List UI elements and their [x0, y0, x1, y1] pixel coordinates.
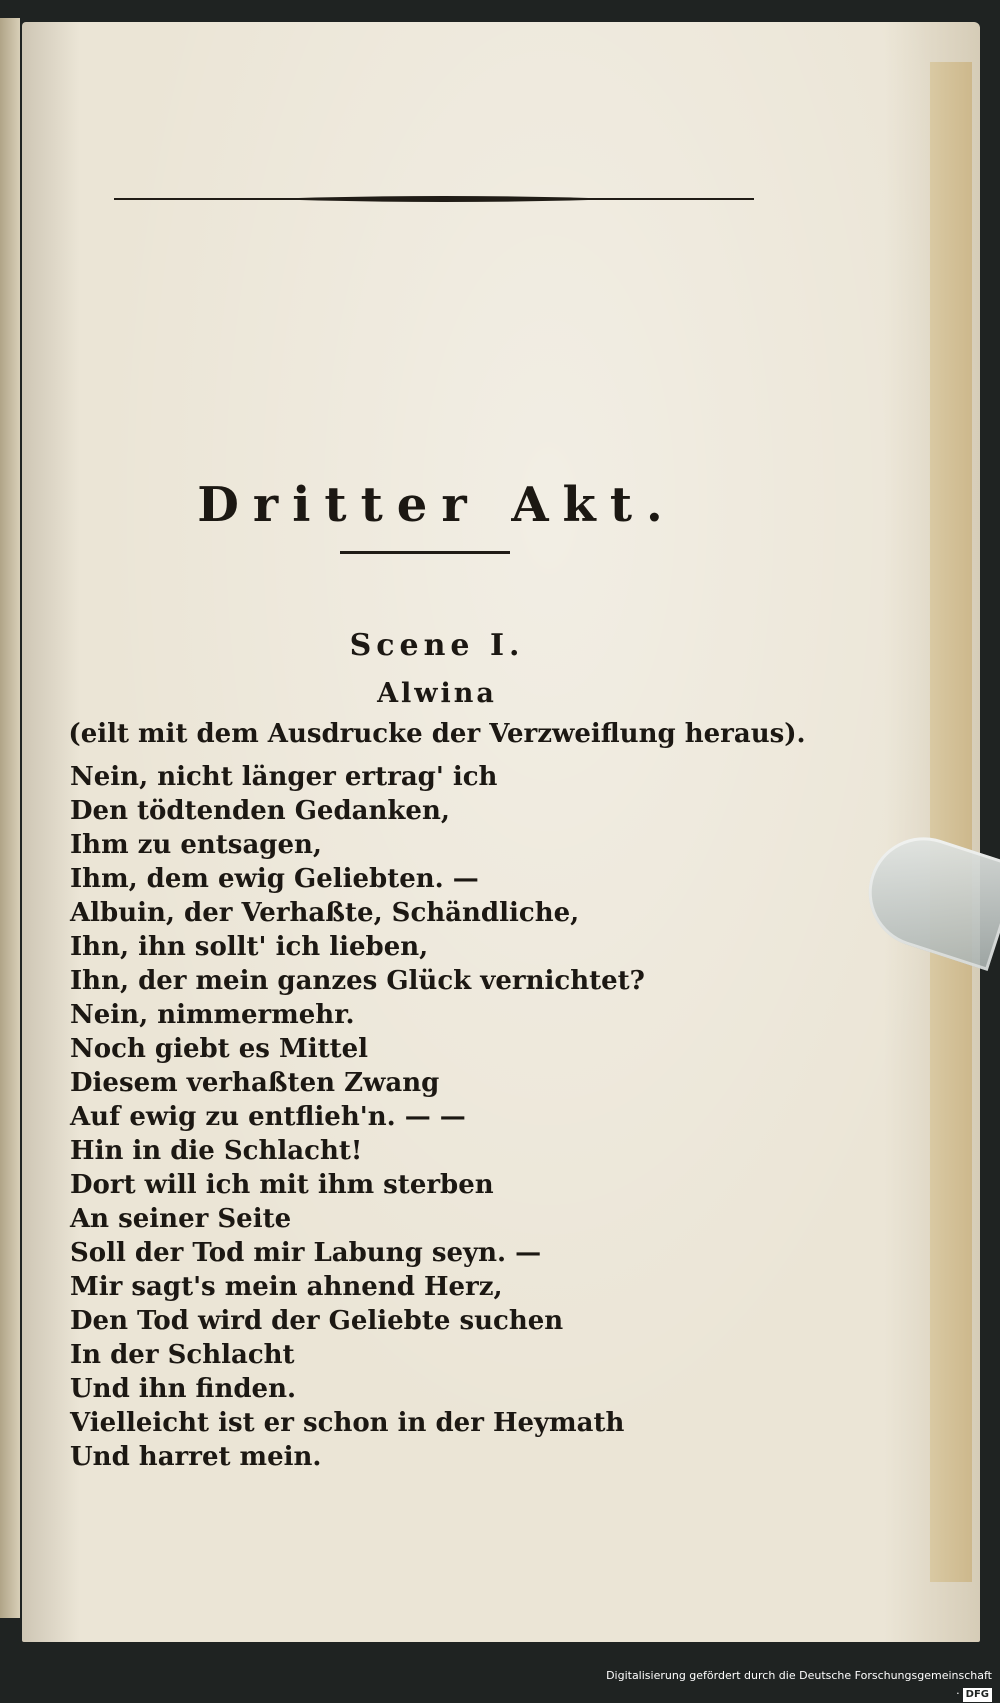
verse-line: Albuin, der Verhaßte, Schändliche, — [70, 898, 580, 928]
ornamental-rule — [114, 194, 754, 204]
verse-line: Mir sagt's mein ahnend Herz, — [70, 1272, 503, 1302]
facing-page-edge — [0, 18, 20, 1618]
verse-line: Den Tod wird der Geliebte suchen — [70, 1306, 564, 1336]
act-title: Dritter Akt. — [197, 477, 677, 533]
verse-line: Hin in die Schlacht! — [70, 1136, 363, 1166]
verse-line: Nein, nimmermehr. — [70, 1000, 355, 1030]
verse-line: Vielleicht ist er schon in der Heymath — [70, 1408, 625, 1438]
verse-line: Und harret mein. — [70, 1442, 322, 1472]
verse-line: Diesem verhaßten Zwang — [70, 1068, 440, 1098]
verse-line: Den tödtenden Gedanken, — [70, 796, 450, 826]
credit-text: Digitalisierung gefördert durch die Deutsche Forschungsgemeinschaft · — [606, 1669, 992, 1700]
verse-line: An seiner Seite — [70, 1204, 292, 1234]
stage-direction: (eilt mit dem Ausdrucke der Verzweiflung heraus). — [68, 719, 806, 749]
verse-line: Dort will ich mit ihm sterben — [70, 1170, 494, 1200]
verse-line: Auf ewig zu entflieh'n. — — — [70, 1102, 466, 1132]
page-content — [22, 22, 980, 1642]
verse-block — [70, 760, 770, 1474]
verse-line: Ihn, ihn sollt' ich lieben, — [70, 932, 429, 962]
title-rule — [340, 551, 510, 554]
verse-line: Nein, nicht länger ertrag' ich — [70, 762, 498, 792]
verse-line: In der Schlacht — [70, 1340, 295, 1370]
dfg-logo: DFG — [963, 1688, 992, 1702]
verse-line: Und ihn finden. — [70, 1374, 297, 1404]
digitization-credit — [600, 1667, 992, 1700]
verse-line: Noch giebt es Mittel — [70, 1034, 369, 1064]
verse-line: Ihm zu entsagen, — [70, 830, 322, 860]
book-page — [22, 22, 980, 1642]
scene-title: Scene I. — [349, 628, 525, 663]
speaker-name: Alwina — [377, 678, 497, 709]
verse-line: Ihm, dem ewig Geliebten. — — [70, 864, 479, 894]
verse-line: Ihn, der mein ganzes Glück vernichtet? — [70, 966, 645, 996]
verse-line: Soll der Tod mir Labung seyn. — — [70, 1238, 542, 1268]
